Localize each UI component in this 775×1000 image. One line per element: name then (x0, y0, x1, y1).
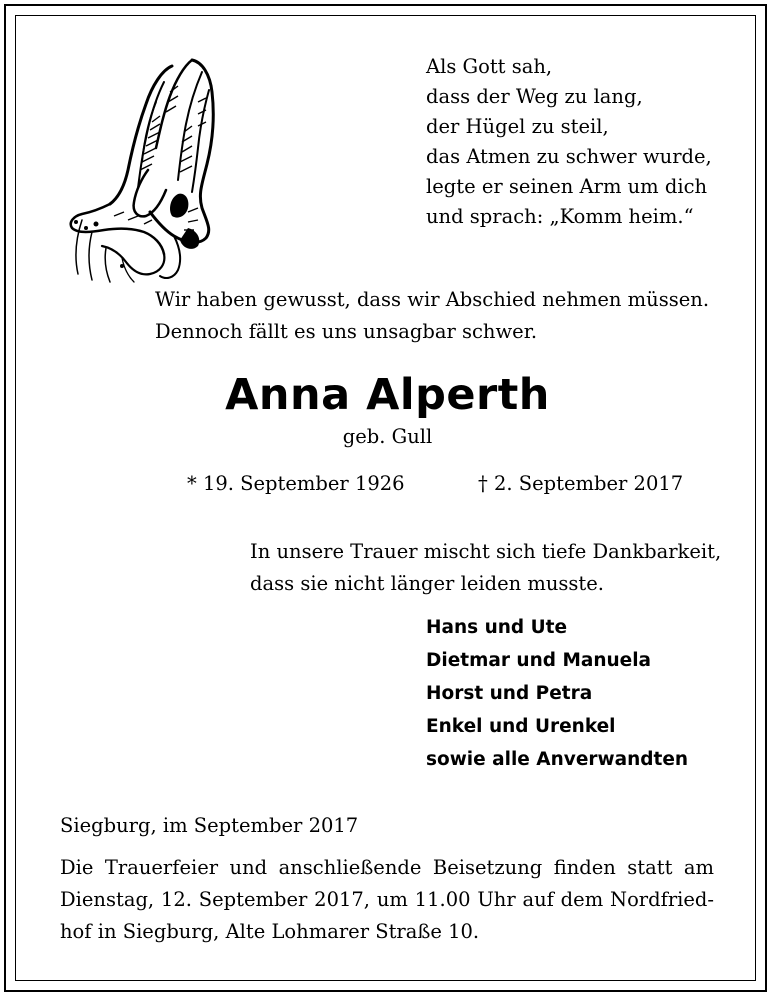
poem (426, 52, 712, 232)
mourner-entry: Hans und Ute (426, 617, 568, 638)
poem-line: Als Gott sah, (426, 55, 553, 78)
funeral-line: Die Trauerfeier und anschließende Beisetzung finden statt am (60, 856, 714, 879)
gratitude-text (250, 536, 721, 600)
mourner-entry: Dietmar und Manuela (426, 650, 652, 671)
poem-line: dass der Weg zu lang, (426, 85, 643, 108)
intro-line: Dennoch fällt es uns unsagbar schwer. (155, 320, 538, 343)
funeral-notice (60, 852, 714, 948)
birth-name: geb. Gull (342, 425, 433, 448)
poem-line: und sprach: „Komm heim.“ (426, 205, 694, 228)
death-date: † 2. September 2017 (478, 472, 684, 495)
poem-line: der Hügel zu steil, (426, 115, 609, 138)
poem-line: das Atmen zu schwer wurde, (426, 145, 712, 168)
funeral-line: hof in Siegburg, Alte Lohmarer Straße 10. (60, 920, 480, 943)
funeral-line: Dienstag, 12. September 2017, um 11.00 Uhr auf dem Nordfried- (60, 888, 714, 911)
mourner-entry: Enkel und Urenkel (426, 716, 616, 737)
mourners-list (426, 611, 688, 776)
intro-line: Wir haben gewusst, dass wir Abschied nehmen müssen. (155, 288, 710, 311)
mourner-entry: sowie alle Anverwandten (426, 749, 689, 770)
place-date: Siegburg, im September 2017 (60, 814, 359, 837)
birth-date: * 19. September 1926 (187, 472, 405, 495)
gratitude-line: dass sie nicht länger leiden musste. (250, 572, 605, 595)
mourner-entry: Horst und Petra (426, 683, 593, 704)
deceased-name: Anna Alperth (225, 370, 550, 420)
poem-line: legte er seinen Arm um dich (426, 175, 708, 198)
intro-text (155, 284, 709, 348)
praying-hands-icon (52, 52, 222, 284)
gratitude-line: In unsere Trauer mischt sich tiefe Dankbarkeit, (250, 540, 722, 563)
